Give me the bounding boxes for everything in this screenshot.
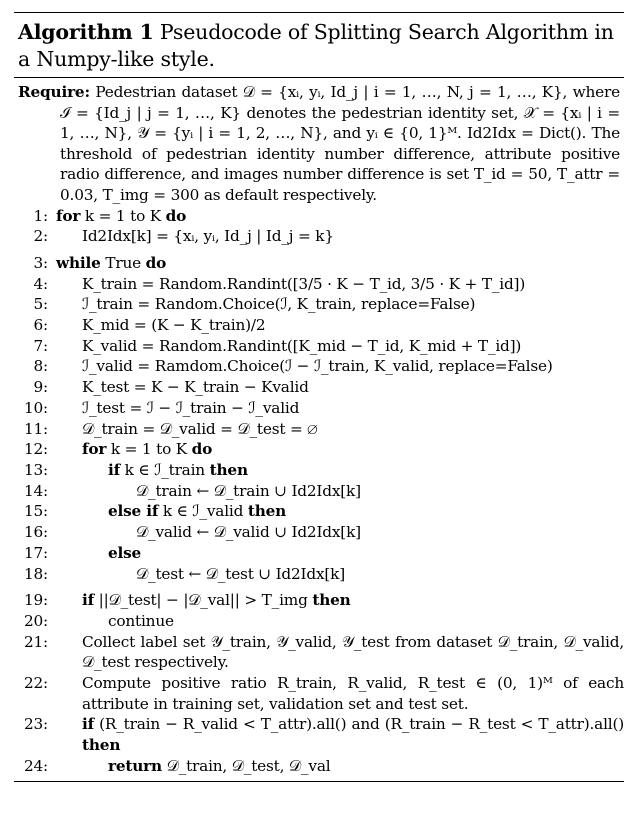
line-text: K_mid = (K − K_train)/2 xyxy=(82,316,266,335)
keyword: do xyxy=(191,440,213,459)
line-number: 22: xyxy=(23,674,48,693)
line-number: 6: xyxy=(33,316,48,335)
algorithm-line xyxy=(14,336,624,357)
line-body xyxy=(56,481,624,502)
line-text: continue xyxy=(108,611,174,630)
algorithm-line xyxy=(14,439,624,460)
require-text: Pedestrian dataset 𝒟 = {xᵢ, yᵢ, Id_j | i = 1, …, N, j = 1, …, K}, where ℐ = {Id_j | j = 1, …, K} denotes the pedestrian identity set, 𝒳 = {xᵢ | i = 1, …, N}, 𝒴 = {yᵢ | i = 1, 2, …, N}, and yᵢ ∈ {0, 1}ᴹ. Id2Idx = Dict(). The threshold of pedestrian identity number difference, attribute positive radio difference, and images number difference is set T_id = 50, T_attr = 0.03, T_img = 300 as default respectively. xyxy=(60,83,620,204)
caption-label: Algorithm 1 xyxy=(18,20,154,44)
line-body xyxy=(56,398,624,419)
line-body xyxy=(56,590,624,611)
line-body xyxy=(56,226,624,247)
algorithm-line xyxy=(14,274,624,295)
line-text: k = 1 to K xyxy=(110,440,187,459)
line-number: 16: xyxy=(23,523,48,542)
caption-title: Pseudocode of Splitting Search Algorithm in a Numpy-like style. xyxy=(18,20,614,71)
algorithm-line xyxy=(14,564,624,585)
line-text: Collect label set 𝒴_train, 𝒴_valid, 𝒴_test from dataset 𝒟_train, 𝒟_valid, 𝒟_test respectively. xyxy=(82,632,624,672)
require-keyword: Require: xyxy=(18,83,90,101)
line-text: ℐ_valid = Ramdom.Choice(ℐ − ℐ_train, K_valid, replace=False) xyxy=(82,357,553,376)
keyword: for xyxy=(56,206,81,225)
line-body xyxy=(56,253,624,274)
line-text: k = 1 to K xyxy=(84,206,161,225)
algorithm-caption xyxy=(14,13,624,77)
keyword: return xyxy=(108,756,162,775)
algorithm-line xyxy=(14,714,624,755)
keyword: if xyxy=(82,715,94,734)
algorithm-line xyxy=(14,756,624,777)
algorithm-line xyxy=(14,398,624,419)
line-text: K_train = Random.Randint([3/5 · K − T_id, 3/5 · K + T_id]) xyxy=(82,274,526,293)
line-body xyxy=(56,419,624,440)
keyword: do xyxy=(165,206,187,225)
require-block xyxy=(18,82,620,206)
line-body xyxy=(56,274,624,295)
algorithm-line xyxy=(14,501,624,522)
line-body xyxy=(56,439,624,460)
keyword: else xyxy=(108,543,142,562)
line-text: k ∈ ℐ_train xyxy=(124,461,205,479)
line-number: 9: xyxy=(33,378,48,397)
line-body xyxy=(56,460,624,481)
line-text: 𝒟_valid ← 𝒟_valid ∪ Id2Idx[k] xyxy=(136,523,361,542)
line-body xyxy=(56,673,624,714)
line-text: Id2Idx[k] = {xᵢ, yᵢ, Id_j | Id_j = k} xyxy=(82,227,334,246)
line-text: 𝒟_train, 𝒟_test, 𝒟_val xyxy=(166,756,331,775)
algorithm-lines xyxy=(14,206,624,777)
keyword: then xyxy=(247,502,287,521)
line-text: 𝒟_train = 𝒟_valid = 𝒟_test = ∅ xyxy=(82,419,318,438)
keyword: if xyxy=(82,591,94,610)
algorithm-line xyxy=(14,611,624,632)
algorithm-line xyxy=(14,419,624,440)
line-body xyxy=(56,522,624,543)
keyword: for xyxy=(82,440,107,459)
algorithm-line xyxy=(14,253,624,274)
algorithm-line xyxy=(14,460,624,481)
line-number: 19: xyxy=(23,591,48,610)
line-number: 8: xyxy=(33,357,48,376)
line-number: 15: xyxy=(23,502,48,521)
line-body xyxy=(56,315,624,336)
keyword: if xyxy=(108,461,120,479)
algorithm-block xyxy=(14,12,624,782)
line-number: 3: xyxy=(33,253,48,272)
line-number: 4: xyxy=(33,274,48,293)
algorithm-line xyxy=(14,590,624,611)
line-number: 7: xyxy=(33,336,48,355)
keyword: then xyxy=(312,591,351,610)
line-number: 11: xyxy=(23,419,48,438)
line-body xyxy=(56,632,624,673)
algorithm-line xyxy=(14,632,624,673)
algorithm-line xyxy=(14,206,624,227)
keyword: do xyxy=(145,253,167,272)
line-body xyxy=(56,356,624,377)
line-text: True xyxy=(105,253,141,272)
keyword: then xyxy=(209,461,248,479)
line-text: 𝒟_test ← 𝒟_test ∪ Id2Idx[k] xyxy=(136,564,346,583)
keyword: then xyxy=(82,736,121,755)
line-body xyxy=(56,714,624,755)
keyword: else if xyxy=(108,502,159,521)
line-number: 2: xyxy=(33,227,48,246)
line-number: 24: xyxy=(23,756,48,775)
line-body xyxy=(56,564,624,585)
line-number: 1: xyxy=(33,206,48,225)
line-body xyxy=(56,543,624,564)
line-text: K_test = K − K_train − Kvalid xyxy=(82,378,309,397)
line-number: 14: xyxy=(23,481,48,500)
keyword: while xyxy=(56,253,101,272)
line-number: 12: xyxy=(23,440,48,459)
line-number: 21: xyxy=(23,632,48,651)
line-text: K_valid = Random.Randint([K_mid − T_id, K_mid + T_id]) xyxy=(82,336,522,355)
line-number: 10: xyxy=(23,398,48,417)
line-number: 23: xyxy=(23,715,48,734)
line-body xyxy=(56,294,624,315)
line-number: 17: xyxy=(23,543,48,562)
line-number: 5: xyxy=(33,295,48,314)
line-body xyxy=(56,336,624,357)
line-text: Compute positive ratio R_train, R_valid, R_test ∈ (0, 1)ᴹ of each attribute in training set, validation set and test set. xyxy=(82,674,624,713)
algorithm-line xyxy=(14,226,624,247)
algorithm-line xyxy=(14,356,624,377)
line-text: ||𝒟_test| − |𝒟_val|| > T_img xyxy=(98,591,308,610)
line-number: 18: xyxy=(23,564,48,583)
line-number: 20: xyxy=(23,611,48,630)
algorithm-line xyxy=(14,543,624,564)
algorithm-line xyxy=(14,294,624,315)
algorithm-line xyxy=(14,673,624,714)
line-text: (R_train − R_valid < T_attr).all() and (R_train − R_test < T_attr).all() xyxy=(99,715,624,734)
line-body xyxy=(56,377,624,398)
line-text: ℐ_test = ℐ − ℐ_train − ℐ_valid xyxy=(82,398,300,417)
line-body xyxy=(56,501,624,522)
algorithm-line xyxy=(14,481,624,502)
line-text: k ∈ ℐ_valid xyxy=(162,502,244,521)
algorithm-line xyxy=(14,377,624,398)
algorithm-line xyxy=(14,315,624,336)
line-number: 13: xyxy=(23,461,48,479)
algorithm-line xyxy=(14,522,624,543)
line-text: 𝒟_train ← 𝒟_train ∪ Id2Idx[k] xyxy=(136,481,361,500)
bottom-rule xyxy=(14,781,624,782)
line-text: ℐ_train = Random.Choice(ℐ, K_train, replace=False) xyxy=(82,295,476,314)
line-body xyxy=(56,756,624,777)
line-body xyxy=(56,206,624,227)
line-body xyxy=(56,611,624,632)
caption-rule xyxy=(14,77,624,78)
